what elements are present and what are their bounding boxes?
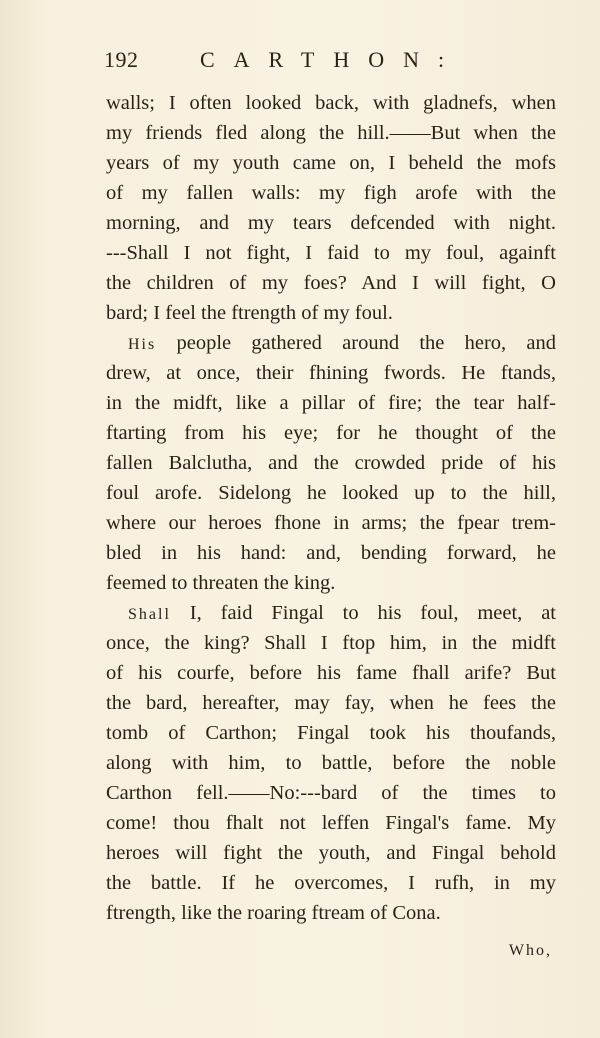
text-line: in the midft, like a pillar of fire; the tear half- (106, 392, 556, 414)
page-number: 192 (104, 47, 139, 72)
catchword-text: Who, (508, 942, 552, 959)
text-line: feemed to threaten the king. (106, 572, 336, 594)
text-line: the battle. If he overcomes, I rufh, in my (106, 872, 556, 894)
paragraph (106, 598, 556, 928)
text-line: bard; I feel the ftrength of my foul. (106, 302, 393, 324)
text-line: bled in his hand: and, bending forward, he (106, 542, 556, 564)
text-line (106, 328, 556, 358)
text-line: come! thou fhalt not leffen Fingal's fame. My (106, 812, 556, 834)
text-line: the bard, hereafter, may fay, when he fees the (106, 692, 556, 714)
text-line: ftrength, like the roaring ftream of Cona. (106, 902, 441, 924)
text-line: years of my youth came on, I beheld the mofs (106, 152, 556, 174)
small-caps-opening: Shall (128, 606, 171, 623)
text-line: of my fallen walls: my figh arofe with the (106, 182, 556, 204)
line-rest: I, faid Fingal to his foul, meet, at (170, 602, 556, 624)
text-line: of his courfe, before his fame fhall arife? But (106, 662, 556, 684)
catchword (509, 940, 552, 960)
text-line: once, the king? Shall I ftop him, in the midft (106, 632, 556, 654)
text-line: foul arofe. Sidelong he looked up to the hill, (106, 482, 556, 504)
text-line: fallen Balclutha, and the crowded pride of his (106, 452, 556, 474)
text-line (106, 598, 556, 628)
paragraph (106, 88, 556, 328)
text-line: Carthon fell.——No:---bard of the times to (106, 782, 556, 804)
text-line: my friends fled along the hill.——But when the (106, 122, 556, 144)
text-line: along with him, to battle, before the noble (106, 752, 556, 774)
text-line: ---Shall I not fight, I faid to my foul, againft (106, 242, 556, 264)
text-line: drew, at once, their fhining fwords. He ftands, (106, 362, 556, 384)
text-line: walls; I often looked back, with gladnefs, when (106, 92, 556, 114)
line-rest: people gathered around the hero, and (156, 332, 556, 354)
body-text (106, 88, 556, 928)
text-line: tomb of Carthon; Fingal took his thoufands, (106, 722, 556, 744)
small-caps-opening: His (128, 336, 157, 353)
running-title: CARTHON: (200, 47, 464, 72)
page-header (104, 47, 544, 77)
text-line: ftarting from his eye; for he thought of the (106, 422, 556, 444)
paragraph (106, 328, 556, 598)
text-line: morning, and my tears defcended with night. (106, 212, 556, 234)
text-line: the children of my foes? And I will fight, O (106, 272, 556, 294)
text-line: where our heroes fhone in arms; the fpear trem- (106, 512, 556, 534)
text-line: heroes will fight the youth, and Fingal behold (106, 842, 556, 864)
